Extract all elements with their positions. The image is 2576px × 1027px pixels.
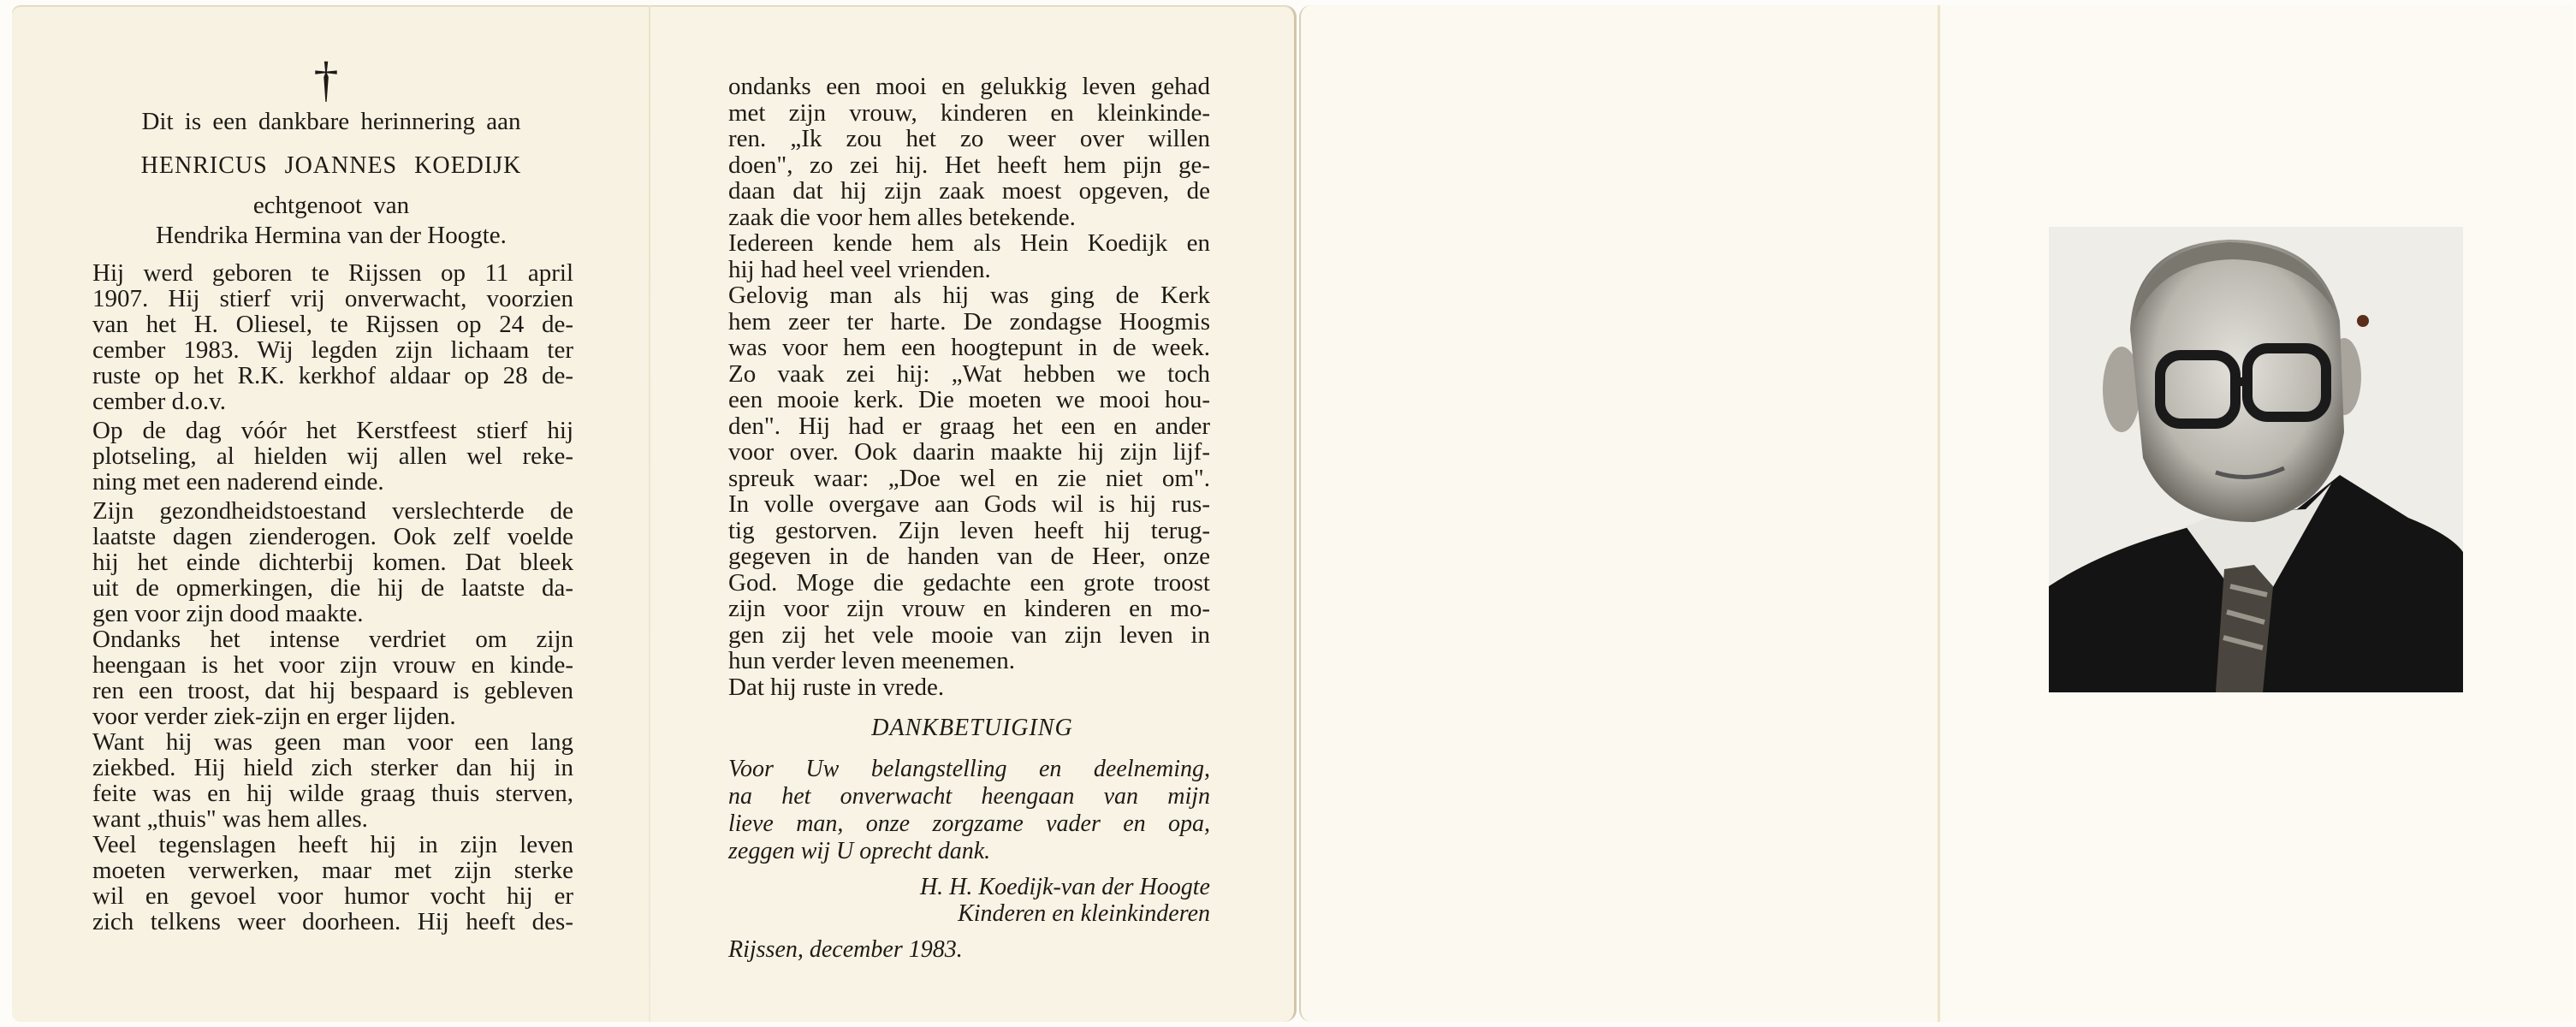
text-line: den". Hij had er graag het een en ander <box>728 412 1210 440</box>
text-line: hij had heel veel vrienden. <box>728 255 991 283</box>
text-line: hun verder leven meenemen. <box>728 647 1015 674</box>
thanks-line: na het onverwacht heengaan van mijn <box>728 783 1210 810</box>
deceased-name: HENRICUS JOANNES KOEDIJK <box>140 152 522 179</box>
text-line: Ondanks het intense verdriet om zijn <box>92 626 573 653</box>
paragraph <box>728 674 1210 701</box>
text-line: Iedereen kende hem als Hein Koedijk en <box>728 229 1210 257</box>
paragraph <box>728 230 1210 282</box>
text-line: Zo vaak zei hij: „Wat hebben we toch <box>728 359 1210 388</box>
thanks-text <box>728 756 1210 865</box>
text-line: Zijn gezondheidstoestand verslechterde de <box>92 497 573 525</box>
thanks-line: zeggen wij U oprecht dank. <box>728 838 991 864</box>
paragraph <box>728 282 1210 674</box>
text-line: ning met een naderend einde. <box>92 468 384 496</box>
text-line: zaak die voor hem alles betekende. <box>728 203 1076 231</box>
paragraph <box>92 832 573 935</box>
text-line: spreuk waar: „Doe wel en zie niet om". <box>728 464 1210 492</box>
spouse-name: Hendrika Hermina van der Hoogte. <box>156 222 507 249</box>
text-line: ren. „Ik zou het zo weer over willen <box>728 125 1210 152</box>
text-line: laatste dagen zienderogen. Ook zelf voelde <box>92 523 573 550</box>
text-line: Want hij was geen man voor een lang <box>92 728 573 756</box>
text-line: zijn voor zijn vrouw en kinderen en mo- <box>728 595 1210 622</box>
text-line: hem zeer ter harte. De zondagse Hoogmis <box>728 307 1210 335</box>
text-line: ziekbed. Hij hield zich sterker dan hij in <box>92 754 573 781</box>
spouse-label: echtgenoot van <box>252 192 410 219</box>
signature <box>728 874 1210 927</box>
paragraph <box>92 626 573 729</box>
text-line: doen", zo zei hij. Het heeft hem pijn ge- <box>728 151 1210 179</box>
text-line: gegeven in de handen van de Heer, onze <box>728 543 1210 570</box>
text-line: plotseling, al hielden wij allen wel reke- <box>92 442 573 470</box>
card-panel-blank <box>1299 5 1938 1022</box>
paragraph <box>92 498 573 626</box>
paragraph <box>92 418 573 495</box>
signature-line: Kinderen en kleinkinderen <box>958 900 1210 927</box>
paragraph <box>92 729 573 832</box>
paragraph <box>92 260 573 414</box>
text-line: 1907. Hij stierf vrij onverwacht, voorzien <box>92 285 573 312</box>
portrait-photo <box>2049 227 2463 692</box>
signature-line: H. H. Koedijk-van der Hoogte <box>919 874 1210 900</box>
card-panel-photo <box>1938 5 2573 1022</box>
paragraph <box>728 74 1210 230</box>
text-line: heengaan is het voor zijn vrouw en kinde- <box>92 651 573 679</box>
text-line: van het H. Oliesel, te Rijssen op 24 de- <box>92 311 573 338</box>
portrait-icon <box>2049 227 2463 692</box>
text-line: hij het einde dichterbij komen. Dat bleek <box>92 549 573 576</box>
text-line: Dat hij ruste in vrede. <box>728 673 945 701</box>
text-line: Hij werd geboren te Rijssen op 11 april <box>92 259 573 287</box>
text-line: cember 1983. Wij legden zijn lichaam ter <box>92 336 573 364</box>
text-line: God. Moge die gedachte een grote troost <box>728 568 1210 597</box>
cross-icon: † <box>313 51 339 107</box>
intro-line: Dit is een dankbare herinnering aan <box>141 108 521 135</box>
text-line: voor over. Ook daarin maakte hij zijn lijf- <box>728 438 1210 466</box>
text-line: Op de dag vóór het Kerstfeest stierf hij <box>92 417 573 444</box>
place-date: Rijssen, december 1983. <box>728 936 963 963</box>
text-line: wil en gevoel voor humor vocht hij er <box>92 882 573 910</box>
text-line: gen zij het vele mooie van zijn leven in <box>728 620 1210 649</box>
text-line: ren een troost, dat hij bespaard is gebleven <box>92 677 573 704</box>
text-line: want „thuis" was hem alles. <box>92 805 368 833</box>
text-line: voor verder ziek-zijn en erger lijden. <box>92 703 456 730</box>
text-line: zich telkens weer doorheen. Hij heeft des- <box>92 908 573 935</box>
text-line: ondanks een mooi en gelukkig leven gehad <box>728 73 1210 100</box>
text-line: uit de opmerkingen, die hij de laatste da- <box>92 574 573 602</box>
thanks-line: Voor Uw belangstelling en deelneming, <box>728 756 1210 782</box>
text-line: tig gestorven. Zijn leven heeft hij terug- <box>728 516 1210 544</box>
text-line: Veel tegenslagen heeft hij in zijn leven <box>92 831 573 858</box>
text-line: cember d.o.v. <box>92 388 226 415</box>
thanks-line: lieve man, onze zorgzame vader en opa, <box>728 810 1210 837</box>
text-line: daan dat hij zijn zaak moest opgeven, de <box>728 177 1210 205</box>
biography-text <box>92 260 573 935</box>
text-line: In volle overgave aan Gods wil is hij rus- <box>728 490 1210 518</box>
text-line: een mooie kerk. Die moeten we mooi hou- <box>728 386 1210 413</box>
text-line: gen voor zijn dood maakte. <box>92 600 364 627</box>
text-line: ruste op het R.K. kerkhof aldaar op 28 de- <box>92 362 573 389</box>
biography-continued-text <box>728 74 1210 700</box>
card-panel-middle <box>650 5 1297 1022</box>
text-line: Gelovig man als hij was ging de Kerk <box>728 282 1210 309</box>
card-panel-left <box>12 5 650 1022</box>
text-line: was voor hem een hoogtepunt in de week. <box>728 334 1210 361</box>
text-line: feite was en hij wilde graag thuis sterven, <box>92 780 573 807</box>
thanks-heading: DANKBETUIGING <box>871 715 1073 741</box>
text-line: moeten verwerken, maar met zijn sterke <box>92 857 573 884</box>
text-line: met zijn vrouw, kinderen en kleinkinde- <box>728 98 1210 127</box>
